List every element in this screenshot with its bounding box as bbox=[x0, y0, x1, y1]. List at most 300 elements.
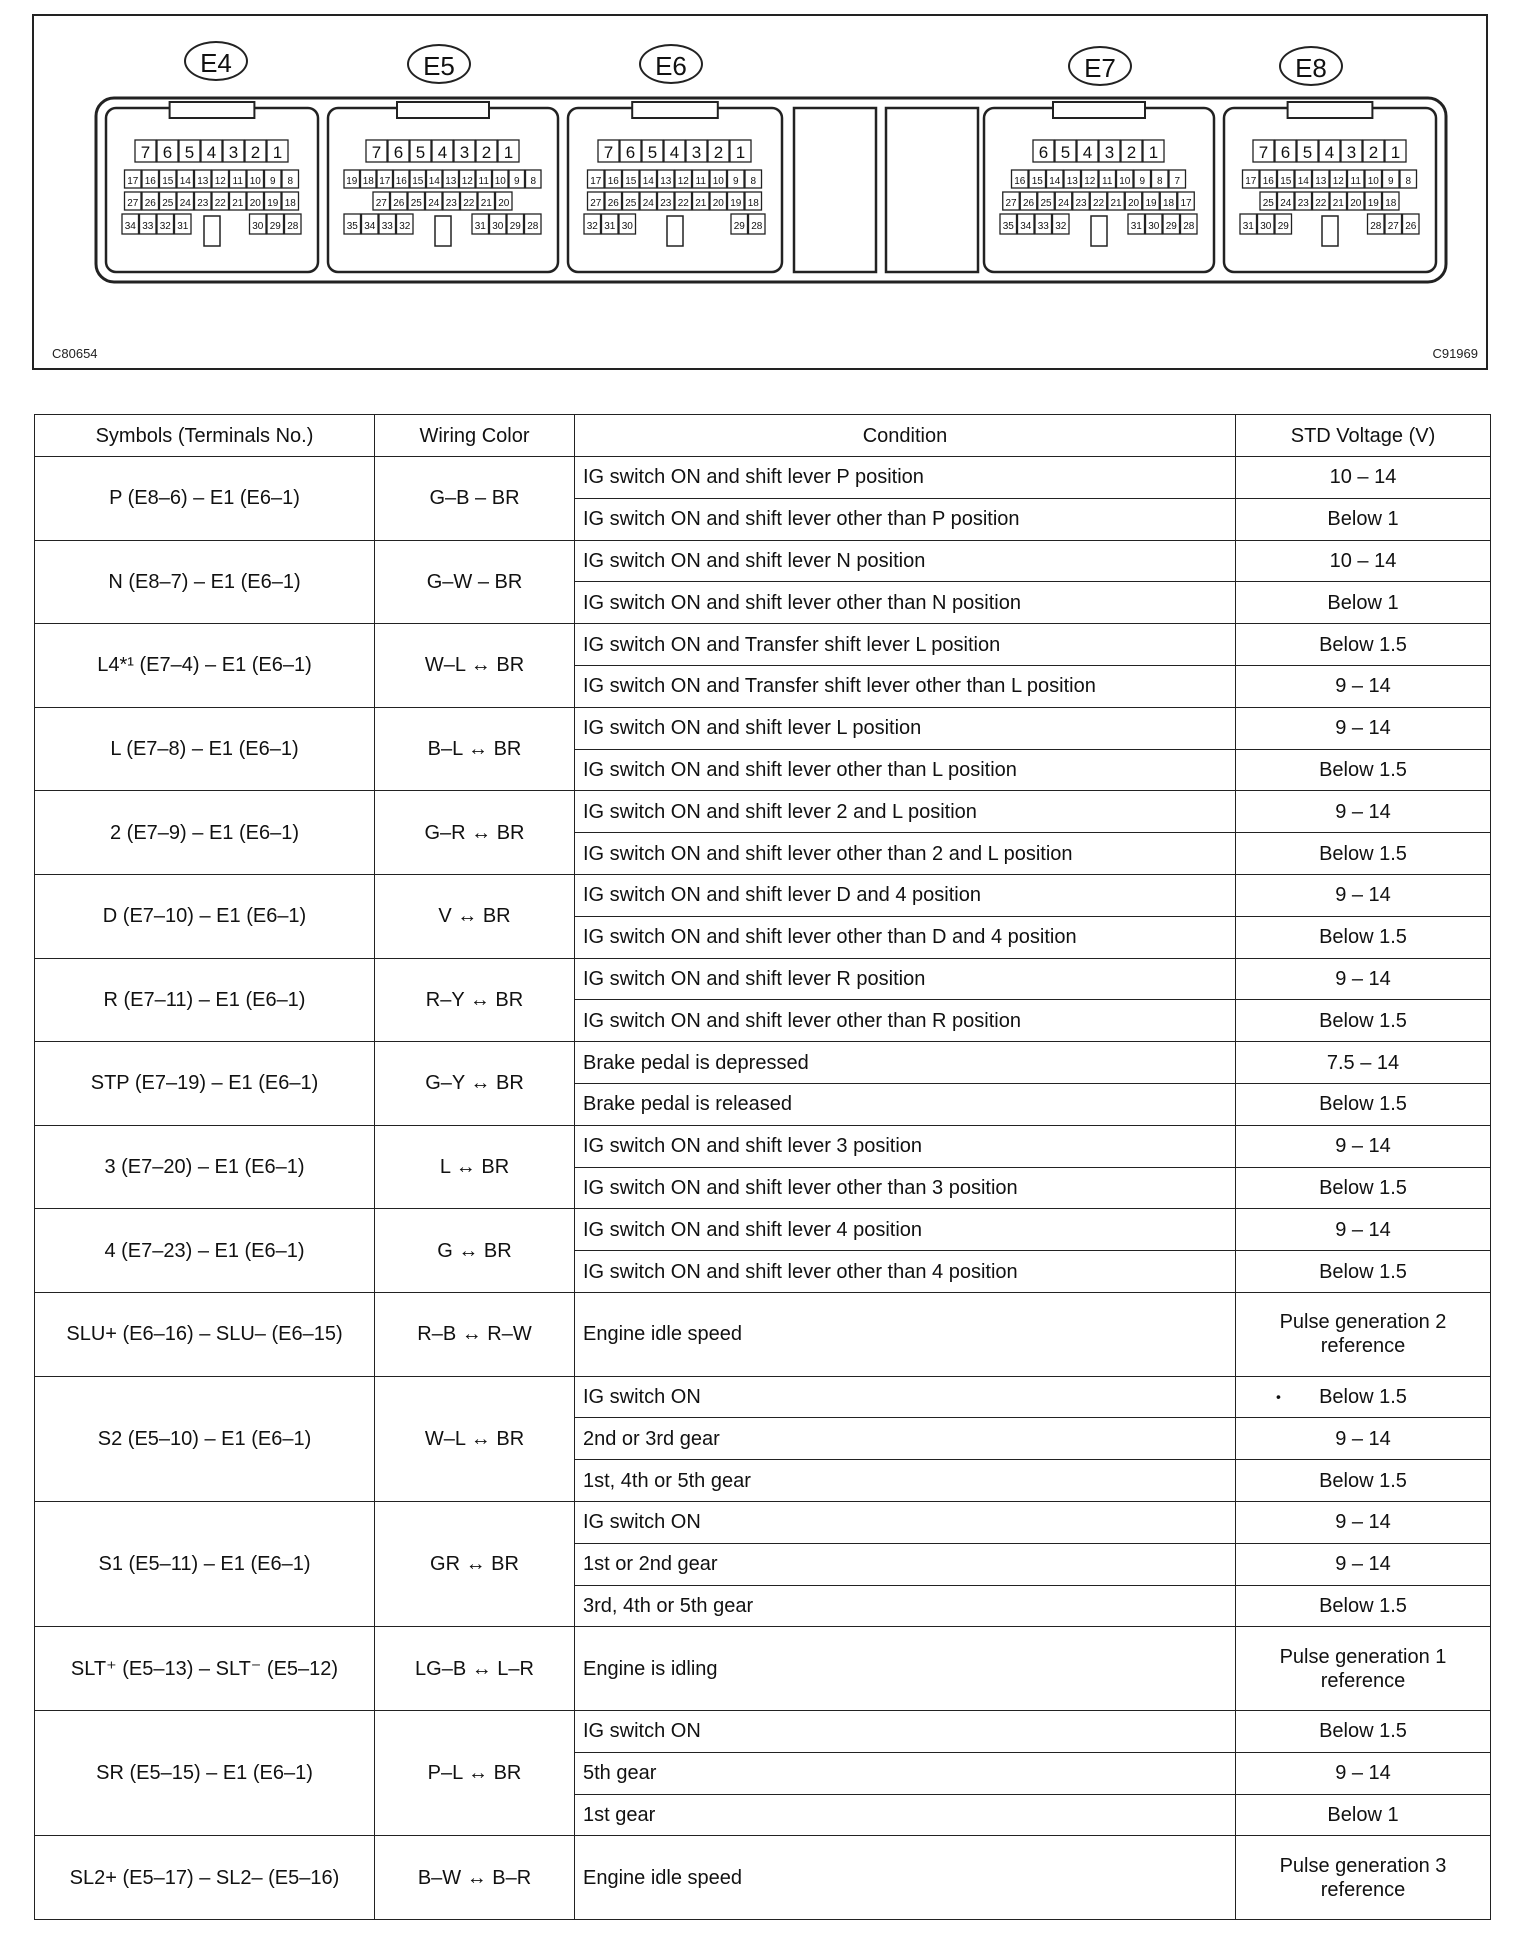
connector-e7-body bbox=[984, 108, 1214, 272]
pin-number: 18 bbox=[284, 198, 296, 209]
std-voltage-cell: Below 1 bbox=[1236, 582, 1491, 624]
condition-cell: 1st, 4th or 5th gear bbox=[575, 1460, 1236, 1502]
pin-number: 14 bbox=[179, 176, 191, 187]
connector-key-slot bbox=[1091, 216, 1107, 246]
table-row bbox=[35, 1376, 1491, 1418]
pin-number: 21 bbox=[480, 198, 492, 209]
connector-key-slot bbox=[1322, 216, 1338, 246]
pin-number: 20 bbox=[1350, 198, 1362, 209]
pin-number: 23 bbox=[1297, 198, 1309, 209]
table-row bbox=[35, 457, 1491, 499]
std-voltage-cell: Below 1.5 bbox=[1236, 833, 1491, 875]
pin-number: 13 bbox=[197, 176, 209, 187]
condition-cell: Brake pedal is released bbox=[575, 1083, 1236, 1125]
pin-number: 21 bbox=[1332, 198, 1344, 209]
pin-number: 15 bbox=[1031, 176, 1043, 187]
pin-number: 28 bbox=[1183, 221, 1195, 232]
wiring-color-cell: R–B ↔ R–W bbox=[375, 1292, 575, 1376]
table-row bbox=[35, 1836, 1491, 1920]
pin-number: 12 bbox=[214, 176, 226, 187]
pin-number: 21 bbox=[695, 198, 707, 209]
pin-number: 17 bbox=[127, 176, 139, 187]
condition-cell: IG switch ON and shift lever other than N position bbox=[575, 582, 1236, 624]
pin-number: 11 bbox=[478, 176, 489, 187]
pin-number: 26 bbox=[607, 198, 619, 209]
pin-number: 9 bbox=[513, 176, 520, 187]
symbol-cell: SLU+ (E6–16) – SLU– (E6–15) bbox=[35, 1292, 375, 1376]
pin-number: 15 bbox=[1280, 176, 1292, 187]
pin-number: 17 bbox=[590, 176, 602, 187]
symbol-cell: SL2+ (E5–17) – SL2– (E5–16) bbox=[35, 1836, 375, 1920]
wiring-color-cell: P–L ↔ BR bbox=[375, 1710, 575, 1835]
std-voltage-cell: 7.5 – 14 bbox=[1236, 1042, 1491, 1084]
condition-cell: IG switch ON and shift lever other than 3 position bbox=[575, 1167, 1236, 1209]
pin-number: 31 bbox=[1130, 221, 1142, 232]
std-voltage-cell: Below 1 bbox=[1236, 1794, 1491, 1836]
std-voltage-cell: 9 – 14 bbox=[1236, 665, 1491, 707]
pin-number: 6 bbox=[625, 143, 636, 162]
pin-number: 31 bbox=[604, 221, 616, 232]
pin-number: 27 bbox=[375, 198, 387, 209]
pin-number: 13 bbox=[660, 176, 672, 187]
pin-number: 10 bbox=[1119, 176, 1131, 187]
table-row bbox=[35, 791, 1491, 833]
pin-number: 19 bbox=[1367, 198, 1379, 209]
pin-number: 9 bbox=[269, 176, 276, 187]
std-voltage-cell: Below 1.5 bbox=[1236, 916, 1491, 958]
pin-number: 3 bbox=[691, 143, 702, 162]
pin-number: 34 bbox=[1020, 221, 1032, 232]
wiring-color-cell: GR ↔ BR bbox=[375, 1501, 575, 1626]
pin-number: 20 bbox=[1127, 198, 1140, 209]
wiring-color-cell: B–L ↔ BR bbox=[375, 707, 575, 791]
pin-number: 27 bbox=[1005, 198, 1017, 209]
pin-number: 20 bbox=[498, 198, 510, 209]
std-voltage-cell: Below 1 bbox=[1236, 498, 1491, 540]
connector-e6-body bbox=[568, 108, 782, 272]
table-row bbox=[35, 874, 1491, 916]
pin-number: 25 bbox=[1262, 198, 1274, 209]
symbol-cell: L (E7–8) – E1 (E6–1) bbox=[35, 707, 375, 791]
pin-number: 1 bbox=[1390, 143, 1401, 162]
pin-number: 27 bbox=[127, 198, 139, 209]
pin-number: 27 bbox=[590, 198, 602, 209]
std-voltage-cell: Below 1.5 bbox=[1236, 1167, 1491, 1209]
pin-number: 30 bbox=[1260, 221, 1272, 232]
terminal-voltage-table bbox=[34, 414, 1491, 1920]
pin-number: 10 bbox=[1367, 176, 1379, 187]
std-voltage-cell: 9 – 14 bbox=[1236, 958, 1491, 1000]
wiring-color-cell: R–Y ↔ BR bbox=[375, 958, 575, 1042]
condition-cell: 2nd or 3rd gear bbox=[575, 1418, 1236, 1460]
pin-number: 28 bbox=[1370, 221, 1382, 232]
condition-cell: IG switch ON and shift lever other than 2 and L position bbox=[575, 833, 1236, 875]
pin-number: 29 bbox=[1165, 221, 1177, 232]
pin-number: 12 bbox=[1084, 176, 1096, 187]
condition-cell: IG switch ON and shift lever 2 and L position bbox=[575, 791, 1236, 833]
pin-number: 35 bbox=[346, 221, 358, 232]
pin-number: 22 bbox=[1315, 198, 1327, 209]
connector-label-e7: E7 bbox=[1068, 46, 1132, 86]
std-voltage-cell: Pulse generation 1 reference bbox=[1236, 1627, 1491, 1711]
pin-number: 18 bbox=[1385, 198, 1397, 209]
pin-number: 11 bbox=[232, 176, 243, 187]
pin-number: 5 bbox=[647, 143, 658, 162]
pin-number: 1 bbox=[503, 143, 514, 162]
connector-e7-latch bbox=[1053, 102, 1145, 118]
pin-number: 18 bbox=[1162, 198, 1175, 209]
connector-label-e5: E5 bbox=[407, 44, 471, 84]
condition-cell: IG switch ON and shift lever other than L position bbox=[575, 749, 1236, 791]
pin-number: 7 bbox=[140, 143, 151, 162]
pin-number: 10 bbox=[712, 176, 724, 187]
pin-number: 25 bbox=[162, 198, 174, 209]
table-row bbox=[35, 1209, 1491, 1251]
pin-number: 28 bbox=[751, 221, 763, 232]
std-voltage-cell: 9 – 14 bbox=[1236, 1543, 1491, 1585]
pin-number: 33 bbox=[1037, 221, 1049, 232]
symbol-cell: S2 (E5–10) – E1 (E6–1) bbox=[35, 1376, 375, 1501]
pin-number: 35 bbox=[1002, 221, 1014, 232]
pin-number: 15 bbox=[412, 176, 424, 187]
pin-number: 21 bbox=[232, 198, 244, 209]
pin-number: 19 bbox=[267, 198, 279, 209]
pin-number: 2 bbox=[1368, 143, 1379, 162]
pin-number: 30 bbox=[252, 221, 264, 232]
pin-number: 27 bbox=[1387, 221, 1399, 232]
pin-number: 8 bbox=[530, 176, 537, 187]
pin-number: 4 bbox=[669, 143, 680, 162]
connector-diagram bbox=[32, 14, 1488, 370]
blank-block-right bbox=[886, 108, 978, 272]
pin-number: 11 bbox=[1102, 176, 1113, 187]
pin-number: 16 bbox=[395, 176, 407, 187]
wiring-color-cell: W–L ↔ BR bbox=[375, 624, 575, 708]
pin-number: 17 bbox=[1245, 176, 1257, 187]
wiring-color-cell: W–L ↔ BR bbox=[375, 1376, 575, 1501]
pin-number: 28 bbox=[287, 221, 299, 232]
wiring-color-cell: G–Y ↔ BR bbox=[375, 1042, 575, 1126]
condition-cell: 3rd, 4th or 5th gear bbox=[575, 1585, 1236, 1627]
blank-block-left bbox=[794, 108, 876, 272]
table-row bbox=[35, 624, 1491, 666]
pin-number: 28 bbox=[527, 221, 539, 232]
pin-number: 1 bbox=[272, 143, 283, 162]
pin-number: 16 bbox=[607, 176, 619, 187]
pin-number: 32 bbox=[1055, 221, 1067, 232]
condition-cell: IG switch ON and shift lever D and 4 position bbox=[575, 874, 1236, 916]
pin-number: 3 bbox=[228, 143, 239, 162]
wiring-color-cell: B–W ↔ B–R bbox=[375, 1836, 575, 1920]
pin-number: 5 bbox=[184, 143, 195, 162]
pin-number: 19 bbox=[346, 176, 358, 187]
std-voltage-cell: Below 1.5 bbox=[1236, 1585, 1491, 1627]
pin-number: 30 bbox=[492, 221, 504, 232]
std-voltage-cell: Pulse generation 2 reference bbox=[1236, 1292, 1491, 1376]
pin-number: 30 bbox=[621, 221, 633, 232]
pin-number: 30 bbox=[1148, 221, 1160, 232]
pin-number: 8 bbox=[750, 176, 757, 187]
pin-number: 24 bbox=[1280, 198, 1292, 209]
pin-number: 33 bbox=[142, 221, 154, 232]
std-voltage-cell: Below 1.5 bbox=[1236, 1460, 1491, 1502]
condition-cell: Engine is idling bbox=[575, 1627, 1236, 1711]
condition-cell: 5th gear bbox=[575, 1752, 1236, 1794]
std-voltage-cell: 9 – 14 bbox=[1236, 1501, 1491, 1543]
condition-cell: IG switch ON and shift lever N position bbox=[575, 540, 1236, 582]
condition-cell: IG switch ON and Transfer shift lever other than L position bbox=[575, 665, 1236, 707]
table-row bbox=[35, 707, 1491, 749]
condition-cell: IG switch ON and shift lever 3 position bbox=[575, 1125, 1236, 1167]
pin-number: 26 bbox=[1405, 221, 1417, 232]
pin-number: 24 bbox=[642, 198, 654, 209]
pin-number: 3 bbox=[1104, 143, 1115, 162]
condition-cell: Brake pedal is depressed bbox=[575, 1042, 1236, 1084]
pin-number: 14 bbox=[428, 176, 440, 187]
condition-cell: IG switch ON and shift lever other than 4 position bbox=[575, 1251, 1236, 1293]
pin-number: 26 bbox=[144, 198, 156, 209]
condition-cell: IG switch ON and shift lever P position bbox=[575, 457, 1236, 499]
pin-number: 11 bbox=[695, 176, 706, 187]
table-row bbox=[35, 1125, 1491, 1167]
pin-number: 5 bbox=[415, 143, 426, 162]
pin-number: 5 bbox=[1302, 143, 1313, 162]
pin-number: 18 bbox=[747, 198, 759, 209]
symbol-cell: D (E7–10) – E1 (E6–1) bbox=[35, 874, 375, 958]
figure-code-right: C91969 bbox=[1432, 346, 1478, 361]
pin-number: 2 bbox=[481, 143, 492, 162]
pin-number: 20 bbox=[249, 198, 261, 209]
pin-number: 21 bbox=[1110, 198, 1122, 209]
pin-number: 23 bbox=[197, 198, 209, 209]
pin-number: 32 bbox=[159, 221, 171, 232]
std-voltage-cell: Pulse generation 3 reference bbox=[1236, 1836, 1491, 1920]
pin-number: 6 bbox=[162, 143, 173, 162]
pin-number: 34 bbox=[364, 221, 376, 232]
symbol-cell: SLT⁺ (E5–13) – SLT⁻ (E5–12) bbox=[35, 1627, 375, 1711]
header-symbols: Symbols (Terminals No.) bbox=[35, 415, 375, 457]
pin-number: 24 bbox=[179, 198, 191, 209]
pin-number: 23 bbox=[660, 198, 672, 209]
condition-cell: IG switch ON and shift lever other than R position bbox=[575, 1000, 1236, 1042]
pin-number: 1 bbox=[1148, 143, 1159, 162]
std-voltage-cell: Below 1.5 bbox=[1236, 624, 1491, 666]
std-voltage-cell: Below 1.5 bbox=[1236, 1710, 1491, 1752]
connector-e8-latch bbox=[1288, 102, 1373, 118]
connector-key-slot bbox=[667, 216, 683, 246]
pin-number: 29 bbox=[269, 221, 281, 232]
pin-number: 1 bbox=[735, 143, 746, 162]
condition-cell: IG switch ON and shift lever L position bbox=[575, 707, 1236, 749]
condition-cell: IG switch ON bbox=[575, 1710, 1236, 1752]
pin-number: 31 bbox=[1242, 221, 1254, 232]
pin-number: 26 bbox=[1022, 198, 1035, 209]
std-voltage-cell: Below 1.5 bbox=[1236, 1251, 1491, 1293]
pin-number: 14 bbox=[1049, 176, 1061, 187]
pin-number: 3 bbox=[1346, 143, 1357, 162]
std-voltage-cell: Below 1.5 bbox=[1236, 1083, 1491, 1125]
pin-number: 12 bbox=[677, 176, 689, 187]
pin-number: 34 bbox=[124, 221, 136, 232]
pin-number: 32 bbox=[586, 221, 598, 232]
pin-number: 17 bbox=[379, 176, 391, 187]
symbol-cell: 2 (E7–9) – E1 (E6–1) bbox=[35, 791, 375, 875]
condition-cell: IG switch ON bbox=[575, 1376, 1236, 1418]
pin-number: 12 bbox=[1332, 176, 1344, 187]
condition-cell: Engine idle speed bbox=[575, 1292, 1236, 1376]
pin-number: 12 bbox=[461, 176, 473, 187]
pin-number: 7 bbox=[1174, 176, 1181, 187]
pin-number: 6 bbox=[1038, 143, 1049, 162]
wiring-color-cell: G ↔ BR bbox=[375, 1209, 575, 1293]
pin-number: 9 bbox=[732, 176, 739, 187]
connector-e4-latch bbox=[170, 102, 255, 118]
pin-number: 8 bbox=[1405, 176, 1412, 187]
pin-number: 7 bbox=[1258, 143, 1269, 162]
connector-label-e8: E8 bbox=[1279, 46, 1343, 86]
pin-number: 32 bbox=[399, 221, 411, 232]
table-row bbox=[35, 540, 1491, 582]
pin-number: 14 bbox=[642, 176, 654, 187]
pin-number: 15 bbox=[162, 176, 174, 187]
condition-cell: IG switch ON and shift lever 4 position bbox=[575, 1209, 1236, 1251]
pin-number: 23 bbox=[445, 198, 457, 209]
pin-number: 29 bbox=[1277, 221, 1289, 232]
symbol-cell: 4 (E7–23) – E1 (E6–1) bbox=[35, 1209, 375, 1293]
pin-number: 2 bbox=[250, 143, 261, 162]
table-row bbox=[35, 1710, 1491, 1752]
pin-number: 14 bbox=[1297, 176, 1309, 187]
pin-number: 6 bbox=[393, 143, 404, 162]
pin-number: 13 bbox=[445, 176, 457, 187]
pin-number: 25 bbox=[1040, 198, 1052, 209]
pin-number: 25 bbox=[410, 198, 422, 209]
pin-number: 10 bbox=[249, 176, 261, 187]
pin-number: 9 bbox=[1139, 176, 1146, 187]
symbol-cell: S1 (E5–11) – E1 (E6–1) bbox=[35, 1501, 375, 1626]
pin-number: 29 bbox=[509, 221, 521, 232]
condition-cell: IG switch ON and shift lever R position bbox=[575, 958, 1236, 1000]
std-voltage-cell: 9 – 14 bbox=[1236, 1209, 1491, 1251]
connector-e6-latch bbox=[632, 102, 718, 118]
pin-number: 11 bbox=[1350, 176, 1361, 187]
pin-number: 4 bbox=[437, 143, 448, 162]
pin-number: 16 bbox=[1014, 176, 1026, 187]
wiring-color-cell: V ↔ BR bbox=[375, 874, 575, 958]
pin-number: 17 bbox=[1180, 198, 1192, 209]
table-header-row bbox=[35, 415, 1491, 457]
pin-number: 18 bbox=[362, 176, 374, 187]
pin-number: 9 bbox=[1387, 176, 1394, 187]
pin-number: 10 bbox=[494, 176, 506, 187]
pin-number: 8 bbox=[1156, 176, 1163, 187]
pin-number: 19 bbox=[730, 198, 742, 209]
pin-number: 33 bbox=[381, 221, 393, 232]
pin-number: 4 bbox=[1324, 143, 1335, 162]
pin-number: 2 bbox=[1126, 143, 1137, 162]
condition-cell: 1st gear bbox=[575, 1794, 1236, 1836]
wiring-color-cell: G–R ↔ BR bbox=[375, 791, 575, 875]
pin-number: 20 bbox=[712, 198, 724, 209]
pin-number: 22 bbox=[677, 198, 689, 209]
table-row bbox=[35, 1627, 1491, 1711]
pin-number: 5 bbox=[1060, 143, 1071, 162]
connector-e5-body bbox=[328, 108, 558, 272]
pin-number: 25 bbox=[625, 198, 637, 209]
pin-number: 13 bbox=[1066, 176, 1078, 187]
std-voltage-cell: 10 – 14 bbox=[1236, 457, 1491, 499]
symbol-cell: L4*¹ (E7–4) – E1 (E6–1) bbox=[35, 624, 375, 708]
table-row bbox=[35, 958, 1491, 1000]
pin-number: 16 bbox=[1262, 176, 1274, 187]
wiring-color-cell: LG–B ↔ L–R bbox=[375, 1627, 575, 1711]
pin-number: 19 bbox=[1145, 198, 1157, 209]
connector-e5-latch bbox=[397, 102, 489, 118]
condition-cell: IG switch ON and shift lever other than P position bbox=[575, 498, 1236, 540]
connector-e8-body bbox=[1224, 108, 1436, 272]
pin-number: 3 bbox=[459, 143, 470, 162]
condition-cell: IG switch ON bbox=[575, 1501, 1236, 1543]
pin-number: 2 bbox=[713, 143, 724, 162]
pin-number: 31 bbox=[177, 221, 189, 232]
std-voltage-cell: 9 – 14 bbox=[1236, 1418, 1491, 1460]
table-row bbox=[35, 1292, 1491, 1376]
table-row bbox=[35, 1042, 1491, 1084]
connector-e4-body bbox=[106, 108, 318, 272]
connector-housing-outline bbox=[96, 98, 1446, 282]
pin-number: 16 bbox=[144, 176, 156, 187]
pin-number: 26 bbox=[393, 198, 405, 209]
std-voltage-cell: Below 1.5 bbox=[1236, 749, 1491, 791]
symbol-cell: 3 (E7–20) – E1 (E6–1) bbox=[35, 1125, 375, 1209]
wiring-color-cell: G–W – BR bbox=[375, 540, 575, 624]
pin-number: 13 bbox=[1315, 176, 1327, 187]
symbol-cell: STP (E7–19) – E1 (E6–1) bbox=[35, 1042, 375, 1126]
condition-cell: IG switch ON and shift lever other than D and 4 position bbox=[575, 916, 1236, 958]
figure-code-left: C80654 bbox=[52, 346, 98, 361]
std-voltage-cell: 9 – 14 bbox=[1236, 707, 1491, 749]
connector-label-e4: E4 bbox=[184, 41, 248, 81]
pin-number: 4 bbox=[1082, 143, 1093, 162]
pin-number: 31 bbox=[474, 221, 486, 232]
symbol-cell: P (E8–6) – E1 (E6–1) bbox=[35, 457, 375, 541]
pin-number: 15 bbox=[625, 176, 637, 187]
pin-number: 6 bbox=[1280, 143, 1291, 162]
std-voltage-cell: 9 – 14 bbox=[1236, 791, 1491, 833]
std-voltage-cell: Below 1.5 bbox=[1236, 1000, 1491, 1042]
pin-number: 29 bbox=[733, 221, 745, 232]
pin-number: 24 bbox=[1057, 198, 1070, 209]
connector-label-e6: E6 bbox=[639, 44, 703, 84]
std-voltage-cell: 9 – 14 bbox=[1236, 1752, 1491, 1794]
std-voltage-cell: • Below 1.5 bbox=[1236, 1376, 1491, 1418]
pin-number: 7 bbox=[603, 143, 614, 162]
std-voltage-cell: 9 – 14 bbox=[1236, 1125, 1491, 1167]
symbol-cell: N (E8–7) – E1 (E6–1) bbox=[35, 540, 375, 624]
connector-drawing bbox=[34, 16, 1486, 368]
pin-number: 7 bbox=[371, 143, 382, 162]
header-wiring-color: Wiring Color bbox=[375, 415, 575, 457]
pin-number: 8 bbox=[287, 176, 294, 187]
condition-cell: 1st or 2nd gear bbox=[575, 1543, 1236, 1585]
wiring-color-cell: L ↔ BR bbox=[375, 1125, 575, 1209]
std-voltage-cell: 10 – 14 bbox=[1236, 540, 1491, 582]
pin-number: 23 bbox=[1075, 198, 1087, 209]
connector-key-slot bbox=[204, 216, 220, 246]
pin-number: 4 bbox=[206, 143, 217, 162]
pin-number: 22 bbox=[1092, 198, 1105, 209]
symbol-cell: SR (E5–15) – E1 (E6–1) bbox=[35, 1710, 375, 1835]
